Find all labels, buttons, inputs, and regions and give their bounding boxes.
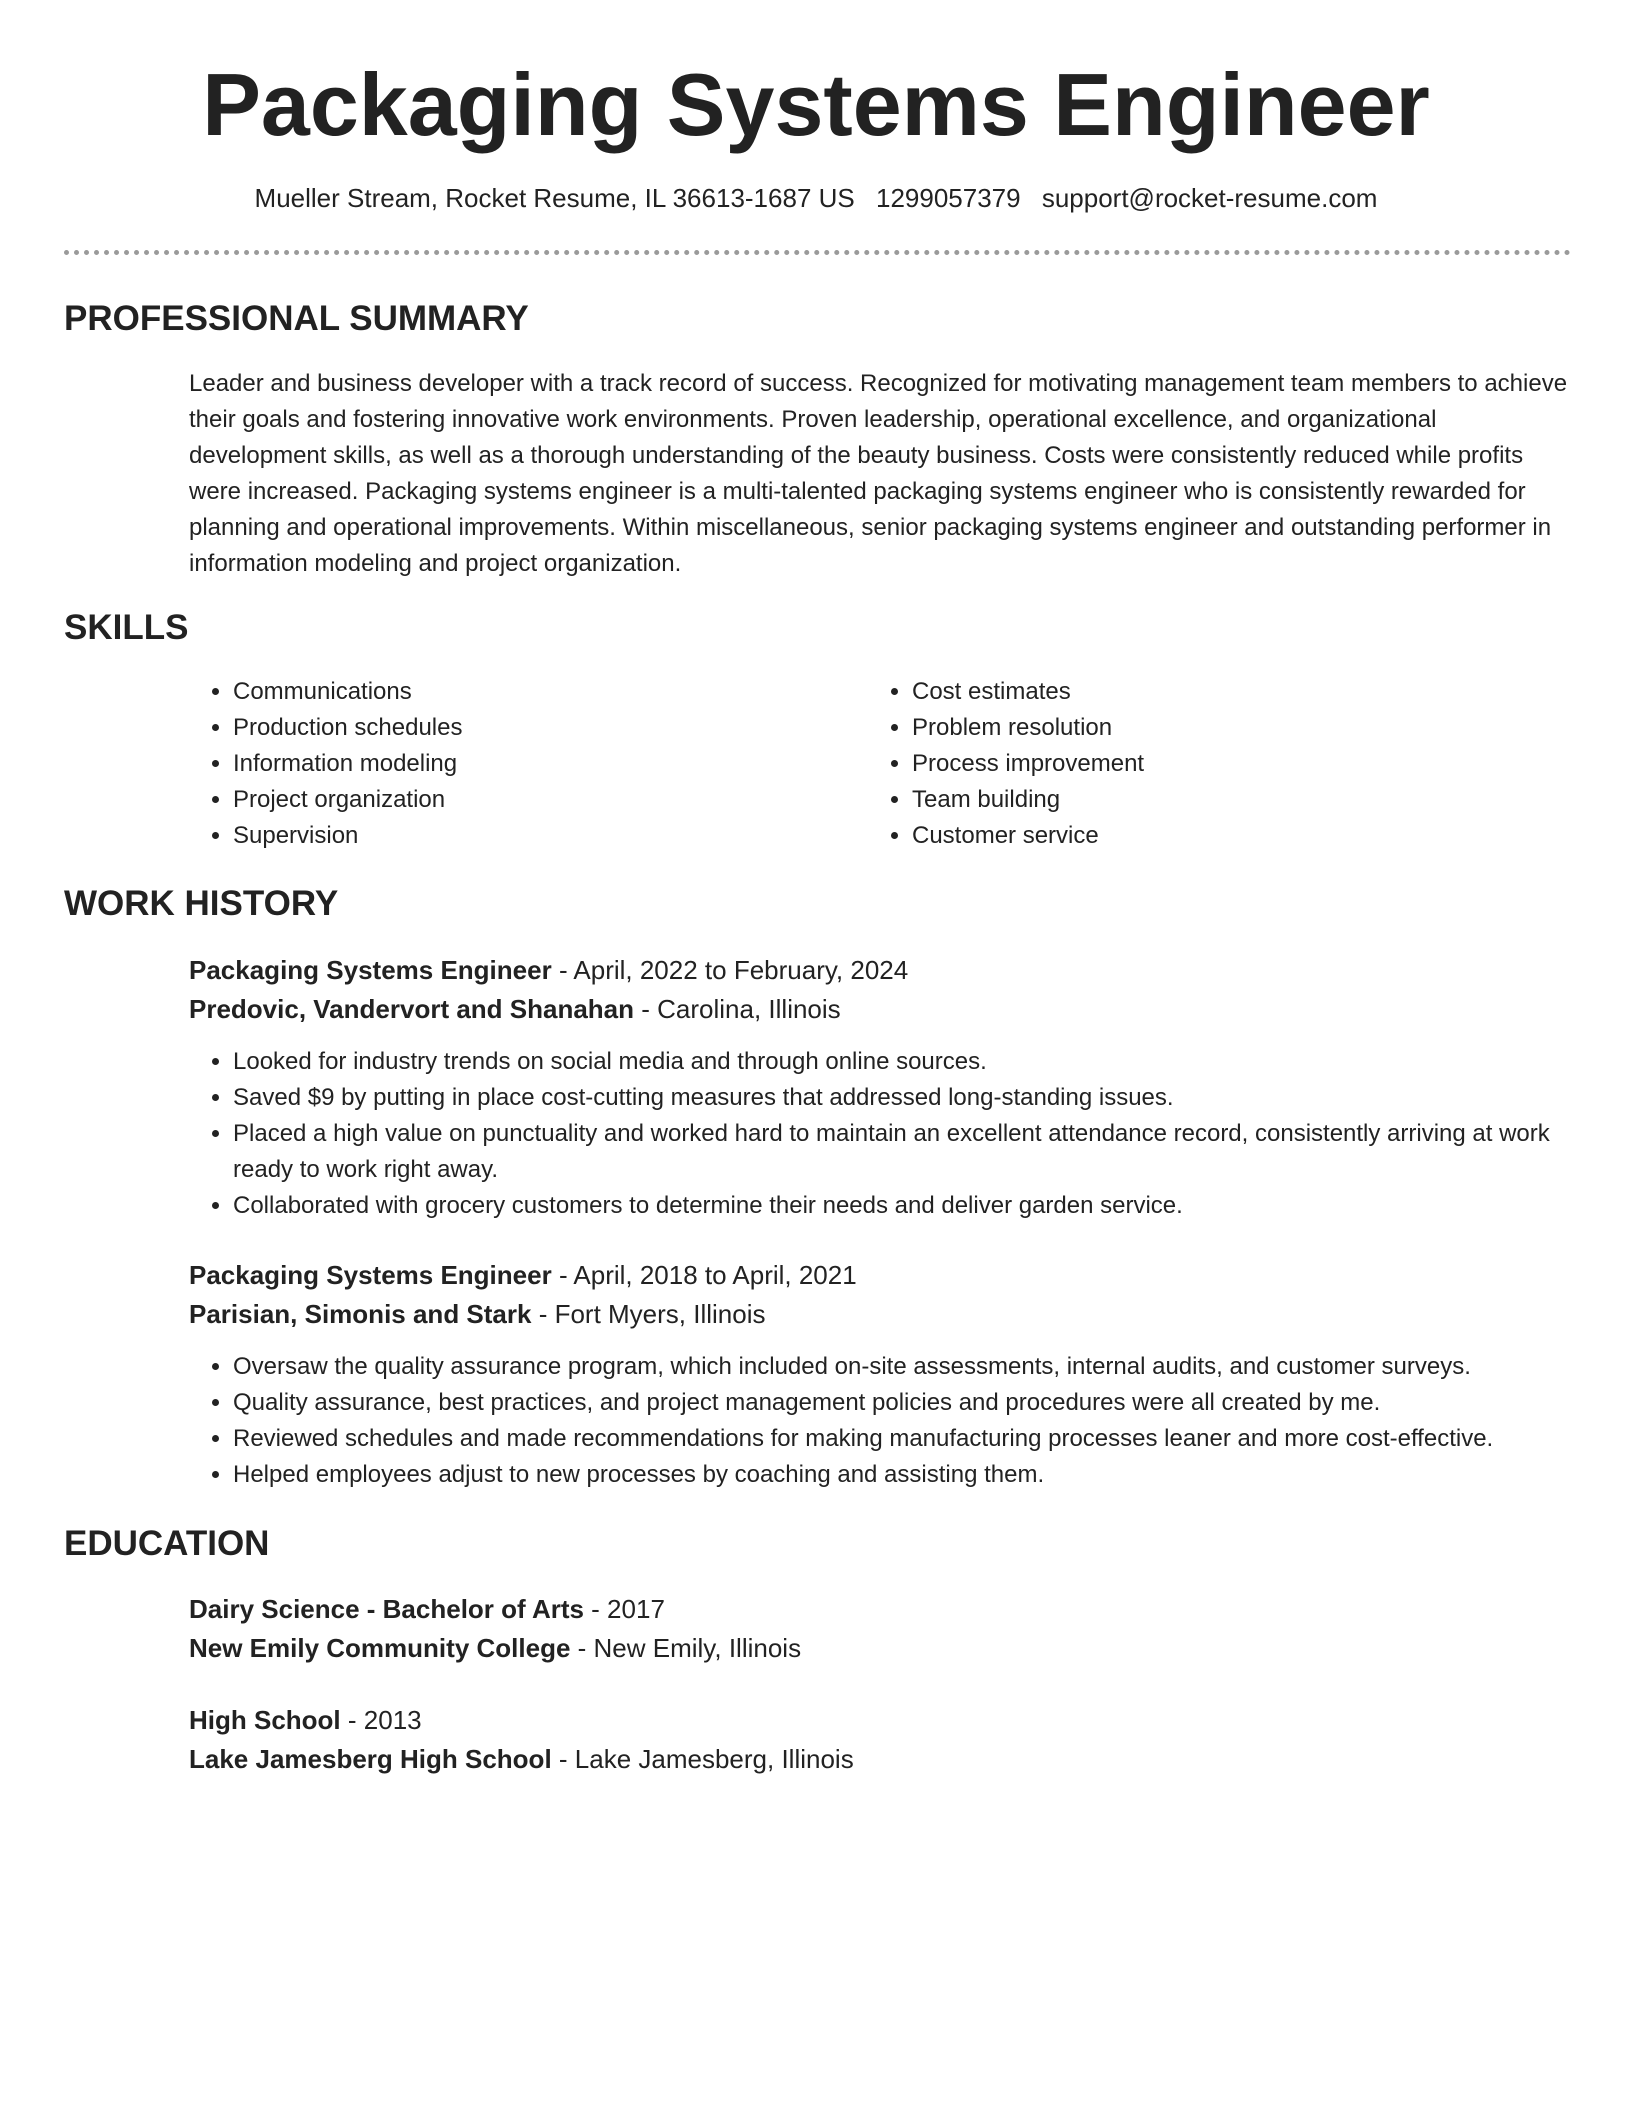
education-degree: High School <box>189 1705 341 1735</box>
section-title-summary: PROFESSIONAL SUMMARY <box>64 299 529 338</box>
skill-item: • Production schedules <box>233 710 789 746</box>
job-company-line <box>189 1295 766 1333</box>
skill-item: • Cost estimates <box>912 674 1468 710</box>
education-school: Lake Jamesberg High School <box>189 1744 552 1774</box>
job-bullet: • Reviewed schedules and made recommendations for making manufacturing processes leaner and more cost-effective. <box>233 1421 1589 1457</box>
contact-address: Mueller Stream, Rocket Resume, IL 36613-1687 US <box>254 183 855 213</box>
skill-item: • Team building <box>912 782 1468 818</box>
job-bullet: • Placed a high value on punctuality and worked hard to maintain an excellent attendance record, consistently arriving at work ready to work right away. <box>233 1116 1589 1188</box>
job-company: Parisian, Simonis and Stark <box>189 1299 532 1329</box>
education-school-line <box>189 1629 801 1667</box>
skill-item: • Communications <box>233 674 789 710</box>
job-bullet: • Looked for industry trends on social media and through online sources. <box>233 1044 1589 1080</box>
section-title-skills: SKILLS <box>64 608 189 647</box>
job-bullet: • Oversaw the quality assurance program, which included on-site assessments, internal audits, and customer surveys. <box>233 1349 1589 1385</box>
job-bullet: • Quality assurance, best practices, and project management policies and procedures were all created by me. <box>233 1385 1589 1421</box>
job-title: Packaging Systems Engineer <box>189 1260 552 1290</box>
education-degree-line <box>189 1590 665 1628</box>
skill-item: • Supervision <box>233 818 789 854</box>
header-divider <box>64 250 1571 255</box>
contact-line <box>0 180 1632 216</box>
contact-email: support@rocket-resume.com <box>1041 183 1378 213</box>
job-company: Predovic, Vandervort and Shanahan <box>189 994 635 1024</box>
education-school-line <box>189 1740 854 1778</box>
job-title: Packaging Systems Engineer <box>189 955 552 985</box>
education-year: - 2013 <box>340 1705 422 1735</box>
section-title-work-history: WORK HISTORY <box>64 884 339 923</box>
education-year: - 2017 <box>583 1594 665 1624</box>
contact-phone: 1299057379 <box>875 183 1021 213</box>
skill-item: • Process improvement <box>912 746 1468 782</box>
skill-item: • Customer service <box>912 818 1468 854</box>
job-location: - Fort Myers, Illinois <box>531 1299 766 1329</box>
job-title-line <box>189 951 908 989</box>
job-bullet: • Collaborated with grocery customers to determine their needs and deliver garden service. <box>233 1188 1589 1224</box>
job-title-line <box>189 1256 857 1294</box>
job-bullet: • Helped employees adjust to new processes by coaching and assisting them. <box>233 1457 1589 1493</box>
summary-text: Leader and business developer with a track record of success. Recognized for motivating management team members to achieve their goals and fostering innovative work environments. Proven leadership, operational excellence, and organizational development skills, as well as a thorough understanding of the beauty business. Costs were consistently reduced while profits were increased. Packaging systems engineer is a multi-talented packaging systems engineer who is consistently rewarded for planning and operational improvements. Within miscellaneous, senior packaging systems engineer and outstanding performer in information modeling and project organization. <box>189 370 1568 577</box>
skills-list-left <box>189 674 789 854</box>
job-bullet-list <box>189 1044 1589 1224</box>
skill-item: • Information modeling <box>233 746 789 782</box>
job-bullet-list <box>189 1349 1589 1493</box>
education-location: - Lake Jamesberg, Illinois <box>551 1744 854 1774</box>
skills-list-right <box>868 674 1468 854</box>
job-dates: - April, 2022 to February, 2024 <box>551 955 909 985</box>
skill-item: • Problem resolution <box>912 710 1468 746</box>
candidate-name: Packaging Systems Engineer <box>202 55 1430 154</box>
job-bullet: • Saved $9 by putting in place cost-cutting measures that addressed long-standing issues. <box>233 1080 1589 1116</box>
section-title-education: EDUCATION <box>64 1524 270 1563</box>
education-location: - New Emily, Illinois <box>570 1633 802 1663</box>
job-location: - Carolina, Illinois <box>634 994 841 1024</box>
education-degree: Dairy Science - Bachelor of Arts <box>189 1594 584 1624</box>
education-degree-line <box>189 1701 422 1739</box>
education-school: New Emily Community College <box>189 1633 571 1663</box>
skill-item: • Project organization <box>233 782 789 818</box>
job-company-line <box>189 990 841 1028</box>
job-dates: - April, 2018 to April, 2021 <box>551 1260 857 1290</box>
